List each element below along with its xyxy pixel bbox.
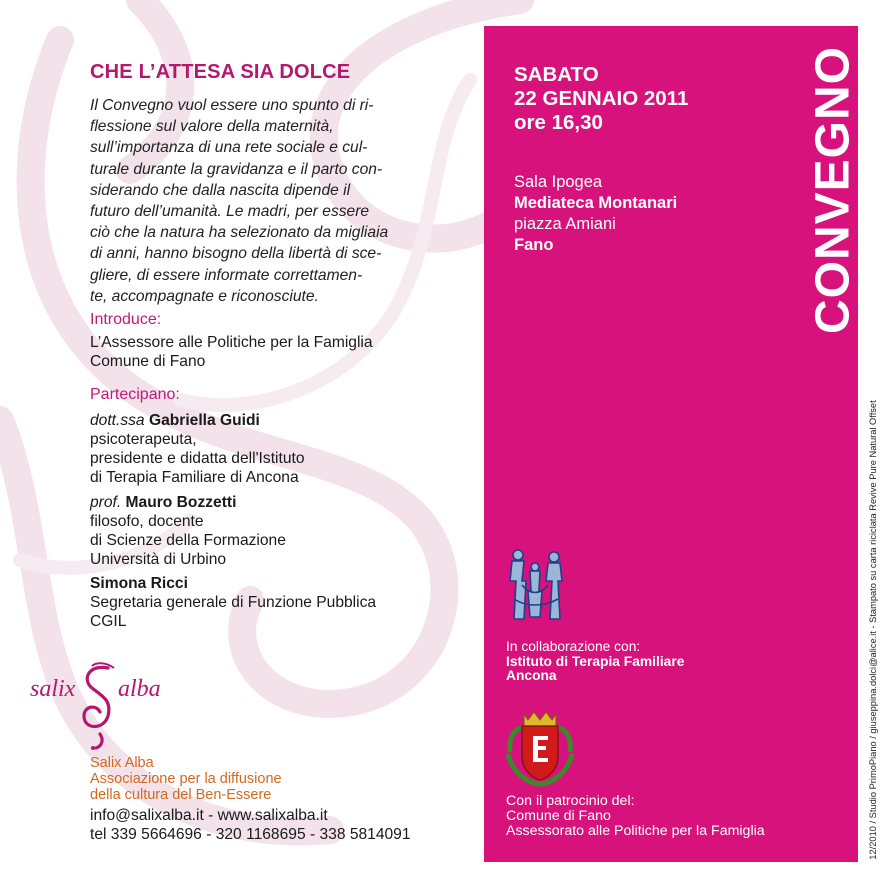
logo-word-alba: alba	[118, 676, 161, 702]
partecipano-heading: Partecipano:	[90, 386, 180, 403]
istituto-terapia-logo-icon	[500, 545, 570, 625]
speaker-detail: di Terapia Familiare di Ancona	[90, 469, 299, 486]
event-day: SABATO	[514, 63, 599, 86]
intro-line: turale durante la gravidanza e il parto con-	[90, 160, 383, 178]
collab-name	[506, 655, 684, 670]
contact-web[interactable]: info@salixalba.it - www.salixalba.it	[90, 807, 328, 824]
intro-line: flessione sul valore della maternità,	[90, 118, 334, 136]
speaker-detail: Segretaria generale di Funzione Pubblica	[90, 594, 377, 611]
speaker-block	[90, 411, 305, 487]
speaker-detail: CGIL	[90, 613, 127, 630]
venue-city	[514, 235, 677, 256]
collab-label: In collaborazione con:	[506, 639, 641, 654]
print-credit: 12/2010 / Studio PrimoPiano / giuseppina.dolci@alice.it - Stampato su carta riciclata Revive Pure Natural Offset	[868, 400, 878, 860]
venue-room: Sala Ipogea	[514, 173, 603, 191]
patro-line: Assessorato alle Politiche per la Famiglia	[506, 822, 765, 839]
org-desc: della cultura del Ben-Essere	[90, 787, 272, 803]
speaker-detail: Università di Urbino	[90, 551, 227, 568]
event-time: ore 16,30	[514, 111, 603, 134]
introduce-body	[90, 333, 373, 371]
intro-convegno-word: Convegno	[102, 97, 174, 114]
speaker-detail: filosofo, docente	[90, 513, 204, 530]
patro-label: Con il patrocinio del:	[506, 793, 635, 809]
intro-line: sull’importanza di una rete sociale e cul-	[90, 139, 368, 157]
fano-crest-icon	[500, 708, 580, 788]
salix-alba-logo	[30, 660, 170, 752]
contact-block	[90, 806, 411, 844]
intro-line: siderando che dalla nascita dipende il	[90, 181, 351, 199]
speaker-title: dott.ssa	[90, 412, 145, 429]
venue-square: piazza Amiani	[514, 215, 616, 233]
venue-building	[514, 193, 677, 214]
speaker-name-line	[90, 574, 376, 593]
speaker-detail: psicoterapeuta,	[90, 431, 197, 448]
intro-line: te, accompagnate e riconosciute.	[90, 287, 319, 305]
patronage-block	[506, 794, 765, 838]
speaker-title: prof.	[90, 494, 122, 511]
convegno-vertical-title: CONVEGNO	[806, 45, 860, 335]
intro-line: ciò che la natura ha selezionato da migliaia	[90, 224, 389, 242]
collab-city	[506, 669, 684, 684]
speaker-name: Gabriella Guidi	[148, 412, 260, 429]
speaker-name: Mauro Bozzetti	[125, 494, 237, 511]
event-date	[514, 63, 688, 135]
patro-line: Comune di Fano	[506, 807, 611, 824]
org-block	[90, 755, 282, 803]
contact-phones: tel 339 5664696 - 320 1168695 - 338 5814091	[90, 826, 411, 843]
venue-building-name: Mediateca Montanari	[514, 194, 678, 212]
speaker-detail: di Scienze della Formazione	[90, 532, 286, 549]
collab-city-line: Ancona	[506, 668, 557, 683]
speaker-block	[90, 574, 376, 631]
event-title: CHE L’ATTESA SIA DOLCE	[90, 61, 351, 83]
intro-line: gliere, di essere informate correttamen-	[90, 266, 363, 284]
venue-city-name: Fano	[514, 236, 554, 254]
speaker-name-line	[90, 493, 286, 512]
intro-line: di anni, hanno bisogno della libertà di sce-	[90, 245, 382, 263]
speaker-name: Simona Ricci	[90, 575, 188, 592]
logo-word-salix: salix	[30, 676, 76, 702]
speaker-block	[90, 493, 286, 569]
introduce-line: L’Assessore alle Politiche per la Famiglia	[90, 334, 373, 351]
introduce-heading: Introduce:	[90, 311, 162, 328]
introduce-line: Comune di Fano	[90, 353, 206, 370]
event-venue	[514, 172, 677, 256]
org-desc: Associazione per la diffusione	[90, 771, 282, 787]
speaker-detail: presidente e didatta dell'Istituto	[90, 450, 305, 467]
intro-paragraph	[90, 95, 438, 307]
org-name: Salix Alba	[90, 755, 154, 771]
collaboration-block	[506, 640, 684, 684]
collab-name-line: Istituto di Terapia Familiare	[506, 653, 685, 669]
event-full-date: 22 GENNAIO 2011	[514, 87, 689, 110]
intro-line: futuro dell’umanità. Le madri, per essere	[90, 203, 370, 221]
intro-line: Il Convegno vuol essere uno spunto di ri-	[90, 97, 374, 114]
speaker-name-line	[90, 411, 305, 430]
